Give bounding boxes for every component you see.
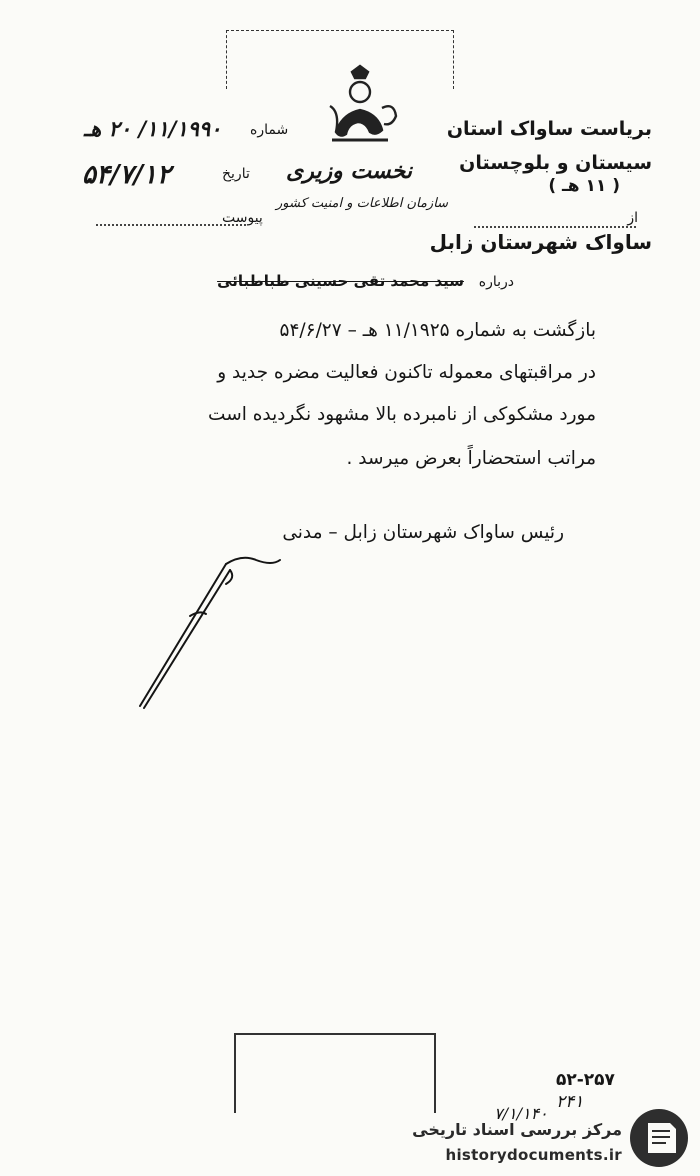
subject-value: سید محمد تقی حسینی طباطبائی xyxy=(217,272,464,290)
org-code: ( ۱۱ هـ ) xyxy=(548,176,620,196)
date-value: ۵۴/۷/۱۲ xyxy=(82,160,171,190)
handwritten-signature xyxy=(130,546,290,716)
org-line-1: بریاست ساواک استان xyxy=(446,118,652,140)
from-dots xyxy=(474,226,636,228)
archive-ref-3: ۷/۱/۱۴۰ xyxy=(494,1104,548,1123)
body-line-2: در مراقبتهای معموله تاکنون فعالیت مضره جدید و xyxy=(217,362,596,383)
emblem-text-prime-ministry: نخست وزیری xyxy=(286,158,412,184)
lion-and-sun-emblem-icon xyxy=(312,62,408,158)
from-label: از xyxy=(627,210,638,226)
archive-ref-2: ۲۴۱ xyxy=(556,1092,584,1112)
archive-ref-1: ۵۲-۲۵۷ xyxy=(556,1070,615,1090)
org-line-2: سیستان و بلوچستان xyxy=(459,152,652,174)
attachment-label: پیوست xyxy=(222,210,263,226)
footer-stamp-box xyxy=(234,1033,436,1113)
body-line-4: مراتب استحضاراً بعرض میرسد . xyxy=(346,448,596,469)
date-label: تاریخ xyxy=(222,166,250,182)
watermark-url: historydocuments.ir xyxy=(445,1146,622,1164)
body-line-1: بازگشت به شماره ۱۱/۱۹۲۵ هـ – ۵۴/۶/۲۷ xyxy=(279,320,596,341)
watermark-persian: مرکز بررسی اسناد تاریخی xyxy=(412,1120,622,1139)
emblem-text-organization: سازمان اطلاعات و امنیت کشور xyxy=(276,196,449,211)
number-value: ۱۱/۱۹۹۰/ ۲۰ هـ xyxy=(84,116,222,141)
subject-label: درباره xyxy=(478,274,514,290)
number-label: شماره xyxy=(250,122,289,138)
signature-title: رئیس ساواک شهرستان زابل – مدنی xyxy=(282,522,564,543)
from-value: ساواک شهرستان زابل xyxy=(429,230,652,254)
body-line-3: مورد مشکوکی از نامبرده بالا مشهود نگردیده است xyxy=(208,404,596,425)
watermark-logo-icon xyxy=(630,1109,688,1167)
